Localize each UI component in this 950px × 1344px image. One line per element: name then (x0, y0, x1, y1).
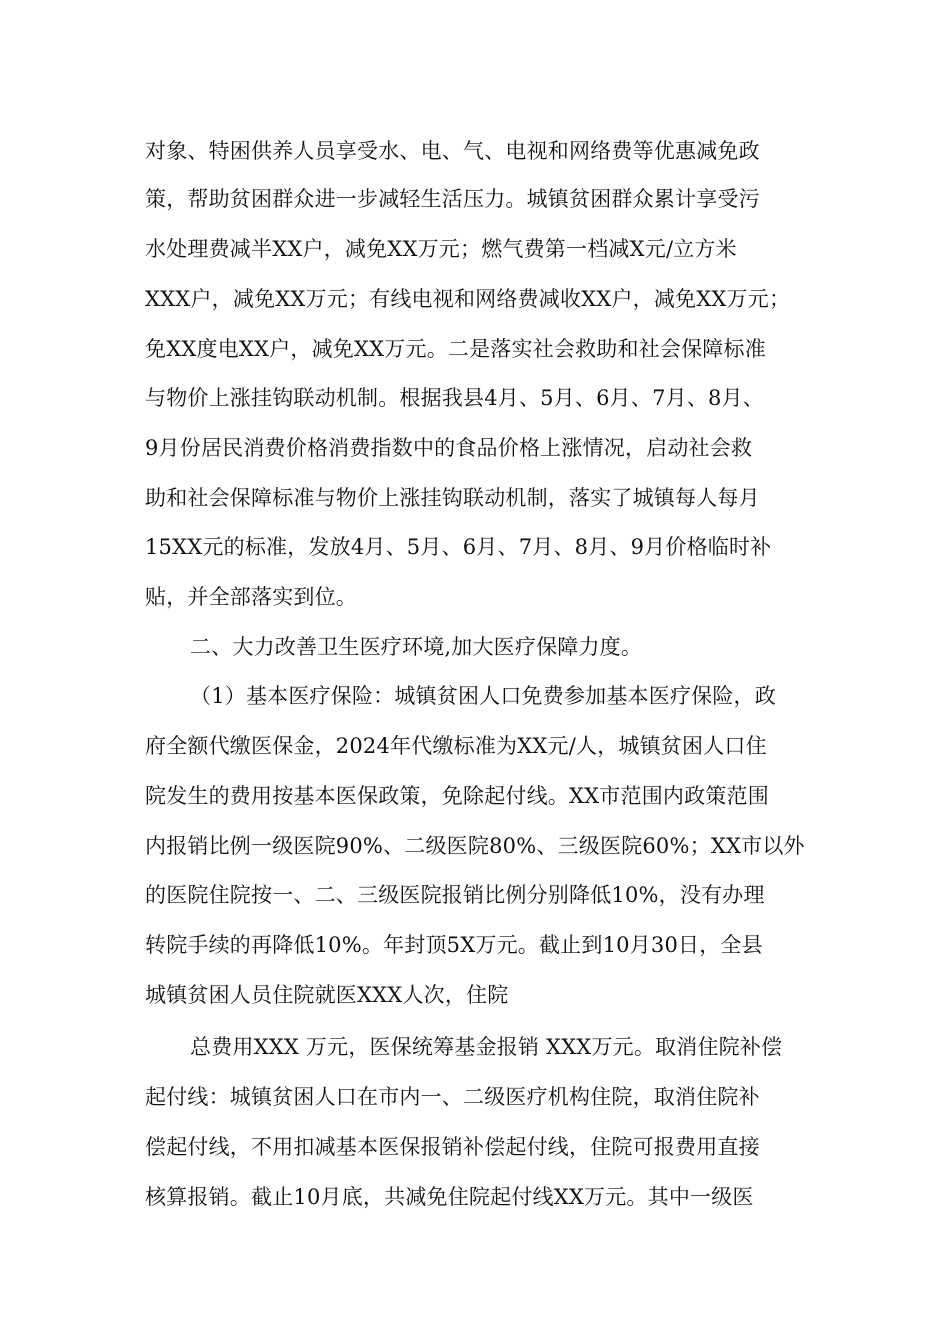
text-line: 免XX度电XX户，减免XX万元。二是落实社会救助和社会保障标准 (145, 337, 766, 361)
text-line: 水处理费减半XX户，减免XX万元；燃气费第一档减X元/立方米 (145, 237, 737, 261)
text-line: （1）基本医疗保险：城镇贫困人口免费参加基本医疗保险，政 (190, 684, 776, 708)
text-line: 总费用XXX 万元，医保统筹基金报销 XXX万元。取消住院补偿 (190, 1035, 783, 1059)
text-line: 15XX元的标准，发放4月、5月、6月、7月、8月、9月价格临时补 (145, 535, 772, 559)
text-line: 与物价上涨挂钩联动机制。根据我县4月、5月、6月、7月、8月、 (145, 386, 765, 410)
text-line: 城镇贫困人员住院就医XXX人次，住院 (145, 983, 509, 1007)
text-line: 起付线：城镇贫困人口在市内一、二级医疗机构住院，取消住院补 (145, 1085, 760, 1109)
text-line: 的医院住院按一、二、三级医院报销比例分别降低10%，没有办理 (145, 883, 765, 907)
text-line: 对象、特困供养人员享受水、电、气、电视和网络费等优惠减免政 (145, 139, 760, 163)
text-line: 偿起付线，不用扣减基本医保报销补偿起付线，住院可报费用直接 (145, 1135, 760, 1159)
text-line: 府全额代缴医保金，2024年代缴标准为XX元/人，城镇贫困人口住 (145, 734, 767, 758)
text-line: 内报销比例一级医院90%、二级医院80%、三级医院60%；XX市以外 (145, 834, 805, 858)
text-line: 院发生的费用按基本医保政策，免除起付线。XX市范围内政策范围 (145, 784, 769, 808)
section-heading: 二、大力改善卫生医疗环境,加大医疗保障力度。 (190, 635, 643, 659)
text-line: 9月份居民消费价格消费指数中的食品价格上涨情况，启动社会救 (145, 436, 753, 460)
text-line: 贴，并全部落实到位。 (145, 585, 357, 609)
text-line: 策，帮助贫困群众进一步减轻生活压力。城镇贫困群众累计享受污 (145, 187, 760, 211)
text-line: XXX户，减免XX万元；有线电视和网络费减收XX户，减免XX万元； (145, 287, 791, 311)
text-line: 助和社会保障标准与物价上涨挂钩联动机制，落实了城镇每人每月 (145, 486, 760, 510)
text-line: 转院手续的再降低10%。年封顶5X万元。截止到10月30日，全县 (145, 933, 763, 957)
text-line: 核算报销。截止10月底，共减免住院起付线XX万元。其中一级医 (145, 1185, 754, 1209)
